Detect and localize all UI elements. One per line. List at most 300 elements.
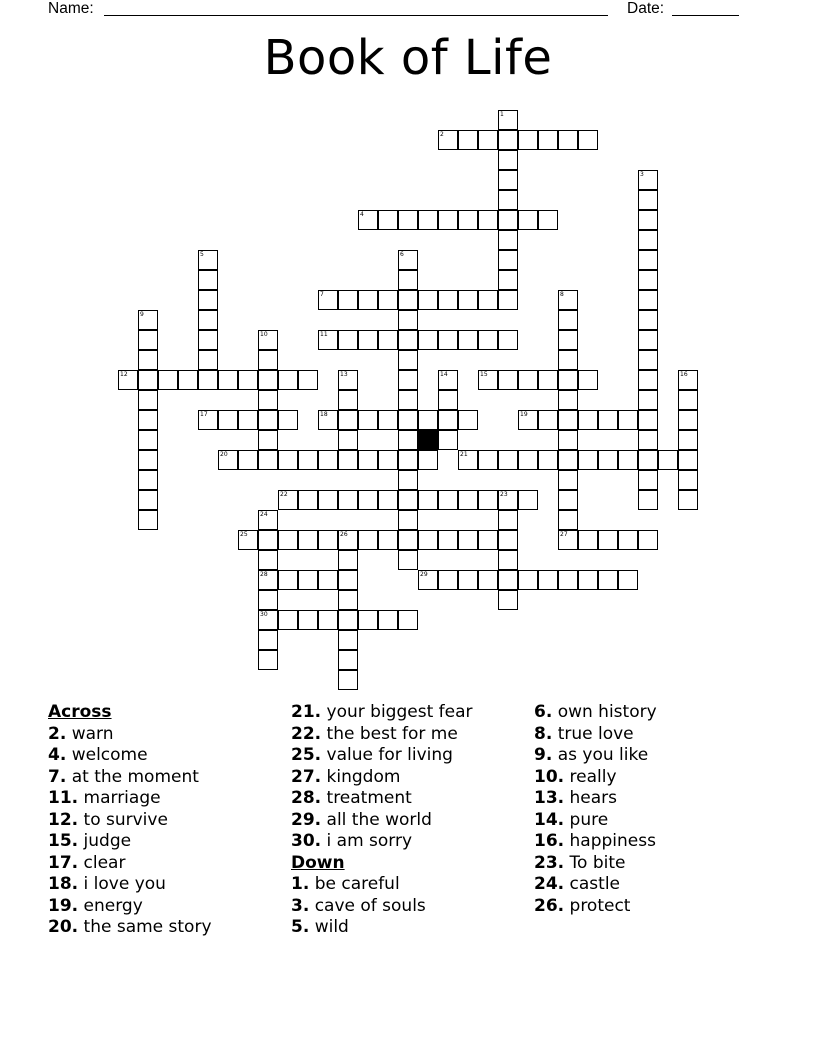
grid-cell[interactable] [318, 330, 338, 350]
grid-cell[interactable] [498, 110, 518, 130]
clue-item [291, 702, 473, 724]
grid-cell[interactable] [638, 290, 658, 310]
grid-cell[interactable] [138, 410, 158, 430]
grid-cell[interactable] [398, 510, 418, 530]
grid-cell[interactable] [258, 370, 278, 390]
grid-cell[interactable] [618, 450, 638, 470]
clue-text: welcome [66, 745, 148, 765]
grid-cell[interactable] [478, 570, 498, 590]
date-field-line[interactable] [672, 15, 739, 16]
grid-cell[interactable] [218, 370, 238, 390]
grid-cell[interactable] [558, 290, 578, 310]
grid-cell[interactable] [138, 370, 158, 390]
grid-cell[interactable] [478, 530, 498, 550]
grid-cell[interactable] [398, 270, 418, 290]
grid-cell[interactable] [678, 410, 698, 430]
clue-number: 13. [534, 788, 565, 808]
grid-cell[interactable] [678, 430, 698, 450]
grid-cell[interactable] [398, 330, 418, 350]
grid-cell[interactable] [638, 410, 658, 430]
clue-item [291, 896, 473, 918]
clue-text: i am sorry [321, 831, 413, 851]
cell-number: 3 [640, 171, 644, 178]
grid-cell[interactable] [498, 210, 518, 230]
grid-cell[interactable] [378, 490, 398, 510]
grid-cell[interactable] [518, 410, 538, 430]
grid-cell[interactable] [478, 330, 498, 350]
grid-cell[interactable] [558, 490, 578, 510]
grid-cell[interactable] [438, 430, 458, 450]
grid-cell[interactable] [338, 370, 358, 390]
clue-text: treatment [321, 788, 412, 808]
grid-cell[interactable] [398, 310, 418, 330]
grid-cell[interactable] [478, 490, 498, 510]
clue-text: value for living [321, 745, 453, 765]
grid-cell[interactable] [378, 290, 398, 310]
grid-cell[interactable] [238, 410, 258, 430]
clue-item [48, 874, 212, 896]
grid-cell[interactable] [558, 390, 578, 410]
grid-cell[interactable] [358, 330, 378, 350]
grid-cell[interactable] [298, 570, 318, 590]
grid-cell[interactable] [138, 390, 158, 410]
grid-cell[interactable] [558, 370, 578, 390]
grid-cell[interactable] [518, 130, 538, 150]
grid-cell[interactable] [618, 570, 638, 590]
clue-item [48, 767, 212, 789]
cell-number: 2 [440, 131, 444, 138]
grid-cell[interactable] [398, 470, 418, 490]
grid-cell[interactable] [678, 470, 698, 490]
grid-cell[interactable] [618, 530, 638, 550]
grid-cell[interactable] [398, 210, 418, 230]
grid-cell[interactable] [318, 490, 338, 510]
grid-cell[interactable] [138, 510, 158, 530]
grid-cell[interactable] [578, 450, 598, 470]
grid-cell[interactable] [218, 450, 238, 470]
grid-cell[interactable] [498, 130, 518, 150]
grid-cell[interactable] [258, 430, 278, 450]
grid-cell[interactable] [338, 670, 358, 690]
cell-number: 23 [500, 491, 508, 498]
grid-cell[interactable] [298, 370, 318, 390]
grid-cell[interactable] [638, 310, 658, 330]
grid-cell[interactable] [258, 590, 278, 610]
grid-cell[interactable] [638, 190, 658, 210]
grid-cell[interactable] [678, 390, 698, 410]
grid-cell[interactable] [358, 210, 378, 230]
clue-text: clear [78, 852, 126, 873]
grid-cell[interactable] [478, 210, 498, 230]
grid-cell[interactable] [638, 350, 658, 370]
grid-cell[interactable] [498, 530, 518, 550]
grid-cell[interactable] [498, 590, 518, 610]
grid-cell[interactable] [418, 330, 438, 350]
grid-cell[interactable] [638, 450, 658, 470]
grid-cell[interactable] [338, 630, 358, 650]
grid-cell[interactable] [538, 570, 558, 590]
grid-cell[interactable] [578, 570, 598, 590]
grid-cell[interactable] [338, 490, 358, 510]
grid-cell[interactable] [438, 370, 458, 390]
cell-number: 15 [480, 371, 488, 378]
clue-item [534, 831, 657, 853]
grid-cell[interactable] [638, 230, 658, 250]
grid-cell[interactable] [238, 370, 258, 390]
cell-number: 7 [320, 291, 324, 298]
grid-cell[interactable] [258, 330, 278, 350]
grid-cell[interactable] [638, 470, 658, 490]
grid-cell[interactable] [218, 410, 238, 430]
grid-cell[interactable] [598, 410, 618, 430]
clue-item [534, 724, 657, 746]
grid-cell[interactable] [298, 490, 318, 510]
grid-cell[interactable] [258, 410, 278, 430]
grid-cell[interactable] [418, 290, 438, 310]
grid-cell[interactable] [358, 410, 378, 430]
grid-cell[interactable] [278, 490, 298, 510]
grid-cell[interactable] [258, 570, 278, 590]
grid-cell[interactable] [498, 150, 518, 170]
grid-cell[interactable] [658, 450, 678, 470]
grid-cell[interactable] [558, 510, 578, 530]
grid-cell[interactable] [498, 490, 518, 510]
grid-cell[interactable] [138, 310, 158, 330]
grid-cell[interactable] [238, 530, 258, 550]
grid-cell[interactable] [458, 450, 478, 470]
grid-cell[interactable] [398, 290, 418, 310]
grid-cell[interactable] [338, 410, 358, 430]
clue-item [534, 810, 657, 832]
blocked-cell [418, 430, 438, 450]
grid-cell[interactable] [318, 610, 338, 630]
grid-cell[interactable] [458, 330, 478, 350]
grid-cell[interactable] [338, 290, 358, 310]
grid-cell[interactable] [338, 550, 358, 570]
grid-cell[interactable] [318, 570, 338, 590]
grid-cell[interactable] [398, 390, 418, 410]
grid-cell[interactable] [258, 450, 278, 470]
grid-cell[interactable] [678, 490, 698, 510]
grid-cell[interactable] [518, 450, 538, 470]
date-label: Date: [627, 0, 665, 17]
grid-cell[interactable] [678, 450, 698, 470]
clue-number: 20. [48, 917, 79, 937]
grid-cell[interactable] [438, 570, 458, 590]
grid-cell[interactable] [298, 530, 318, 550]
clue-text: your biggest fear [321, 702, 473, 722]
grid-cell[interactable] [338, 450, 358, 470]
grid-cell[interactable] [338, 650, 358, 670]
grid-cell[interactable] [458, 410, 478, 430]
grid-cell[interactable] [558, 570, 578, 590]
grid-cell[interactable] [238, 450, 258, 470]
grid-cell[interactable] [198, 290, 218, 310]
clues-column-3 [534, 702, 657, 917]
grid-cell[interactable] [398, 530, 418, 550]
grid-cell[interactable] [358, 490, 378, 510]
puzzle-title: Book of Life [263, 30, 553, 86]
grid-cell[interactable] [398, 370, 418, 390]
clue-number: 2. [48, 723, 67, 744]
grid-cell[interactable] [138, 450, 158, 470]
grid-cell[interactable] [378, 210, 398, 230]
grid-cell[interactable] [638, 490, 658, 510]
grid-cell[interactable] [558, 410, 578, 430]
grid-cell[interactable] [638, 390, 658, 410]
grid-cell[interactable] [558, 430, 578, 450]
grid-cell[interactable] [538, 410, 558, 430]
grid-cell[interactable] [198, 310, 218, 330]
grid-cell[interactable] [438, 130, 458, 150]
clue-item [48, 831, 212, 853]
grid-cell[interactable] [338, 570, 358, 590]
grid-cell[interactable] [438, 290, 458, 310]
grid-cell[interactable] [558, 450, 578, 470]
clue-text: to survive [78, 809, 168, 830]
grid-cell[interactable] [338, 330, 358, 350]
grid-cell[interactable] [138, 330, 158, 350]
grid-cell[interactable] [498, 370, 518, 390]
grid-cell[interactable] [298, 450, 318, 470]
grid-cell[interactable] [538, 370, 558, 390]
clue-item [534, 788, 657, 810]
grid-cell[interactable] [638, 430, 658, 450]
clue-text: pure [564, 809, 609, 830]
cell-number: 29 [420, 571, 428, 578]
clue-number: 14. [534, 809, 565, 830]
grid-cell[interactable] [578, 130, 598, 150]
grid-cell[interactable] [398, 410, 418, 430]
grid-cell[interactable] [498, 330, 518, 350]
grid-cell[interactable] [338, 590, 358, 610]
cell-number: 6 [400, 251, 404, 258]
grid-cell[interactable] [598, 570, 618, 590]
grid-cell[interactable] [498, 170, 518, 190]
grid-cell[interactable] [358, 610, 378, 630]
grid-cell[interactable] [458, 290, 478, 310]
grid-cell[interactable] [278, 450, 298, 470]
grid-cell[interactable] [518, 370, 538, 390]
grid-cell[interactable] [478, 450, 498, 470]
clue-text: kingdom [321, 766, 401, 787]
grid-cell[interactable] [638, 370, 658, 390]
grid-cell[interactable] [398, 550, 418, 570]
grid-cell[interactable] [418, 410, 438, 430]
grid-cell[interactable] [338, 390, 358, 410]
grid-cell[interactable] [418, 530, 438, 550]
grid-cell[interactable] [258, 650, 278, 670]
clues-column-2 [291, 702, 473, 939]
grid-cell[interactable] [278, 410, 298, 430]
grid-cell[interactable] [438, 390, 458, 410]
grid-cell[interactable] [138, 430, 158, 450]
grid-cell[interactable] [258, 350, 278, 370]
grid-cell[interactable] [498, 230, 518, 250]
grid-cell[interactable] [458, 210, 478, 230]
grid-cell[interactable] [398, 350, 418, 370]
grid-cell[interactable] [478, 370, 498, 390]
grid-cell[interactable] [518, 570, 538, 590]
clue-text: protect [564, 895, 631, 916]
grid-cell[interactable] [498, 190, 518, 210]
grid-cell[interactable] [518, 490, 538, 510]
grid-cell[interactable] [478, 290, 498, 310]
grid-cell[interactable] [458, 490, 478, 510]
grid-cell[interactable] [278, 570, 298, 590]
grid-cell[interactable] [318, 290, 338, 310]
grid-cell[interactable] [598, 450, 618, 470]
grid-cell[interactable] [258, 550, 278, 570]
cell-number: 14 [440, 371, 448, 378]
grid-cell[interactable] [498, 570, 518, 590]
grid-cell[interactable] [358, 530, 378, 550]
grid-cell[interactable] [578, 530, 598, 550]
grid-cell[interactable] [438, 330, 458, 350]
grid-cell[interactable] [358, 450, 378, 470]
grid-cell[interactable] [438, 530, 458, 550]
grid-cell[interactable] [638, 270, 658, 290]
clue-text: the best for me [321, 723, 458, 744]
grid-cell[interactable] [338, 430, 358, 450]
grid-cell[interactable] [138, 490, 158, 510]
grid-cell[interactable] [198, 330, 218, 350]
grid-cell[interactable] [538, 450, 558, 470]
grid-cell[interactable] [258, 610, 278, 630]
grid-cell[interactable] [538, 210, 558, 230]
clue-text: true love [552, 723, 634, 744]
grid-cell[interactable] [638, 330, 658, 350]
grid-cell[interactable] [498, 270, 518, 290]
clue-text: the same story [78, 917, 212, 937]
grid-cell[interactable] [258, 530, 278, 550]
grid-cell[interactable] [498, 250, 518, 270]
grid-cell[interactable] [618, 410, 638, 430]
grid-cell[interactable] [278, 370, 298, 390]
grid-cell[interactable] [378, 450, 398, 470]
grid-cell[interactable] [258, 510, 278, 530]
grid-cell[interactable] [338, 610, 358, 630]
grid-cell[interactable] [178, 370, 198, 390]
grid-cell[interactable] [398, 430, 418, 450]
grid-cell[interactable] [558, 470, 578, 490]
grid-cell[interactable] [318, 530, 338, 550]
grid-cell[interactable] [358, 290, 378, 310]
grid-cell[interactable] [438, 490, 458, 510]
clue-number: 6. [534, 702, 553, 722]
grid-cell[interactable] [118, 370, 138, 390]
grid-cell[interactable] [198, 350, 218, 370]
grid-cell[interactable] [398, 250, 418, 270]
grid-cell[interactable] [418, 210, 438, 230]
grid-cell[interactable] [378, 410, 398, 430]
grid-cell[interactable] [518, 210, 538, 230]
clue-item [291, 810, 473, 832]
grid-cell[interactable] [378, 330, 398, 350]
grid-cell[interactable] [638, 170, 658, 190]
clue-number: 25. [291, 745, 322, 765]
grid-cell[interactable] [198, 270, 218, 290]
grid-cell[interactable] [578, 410, 598, 430]
grid-cell[interactable] [278, 610, 298, 630]
grid-cell[interactable] [498, 550, 518, 570]
grid-cell[interactable] [578, 370, 598, 390]
clue-number: 19. [48, 895, 79, 916]
grid-cell[interactable] [418, 450, 438, 470]
cell-number: 11 [320, 331, 328, 338]
name-field-line[interactable] [104, 15, 608, 16]
cell-number: 16 [680, 371, 688, 378]
grid-cell[interactable] [398, 610, 418, 630]
grid-cell[interactable] [498, 510, 518, 530]
grid-cell[interactable] [378, 610, 398, 630]
grid-cell[interactable] [398, 490, 418, 510]
grid-cell[interactable] [158, 370, 178, 390]
cell-number: 22 [280, 491, 288, 498]
grid-cell[interactable] [398, 450, 418, 470]
clue-number: 3. [291, 895, 310, 916]
grid-cell[interactable] [418, 570, 438, 590]
grid-cell[interactable] [318, 410, 338, 430]
grid-cell[interactable] [498, 450, 518, 470]
grid-cell[interactable] [458, 530, 478, 550]
grid-cell[interactable] [678, 370, 698, 390]
grid-cell[interactable] [558, 310, 578, 330]
clue-number: 11. [48, 788, 79, 808]
grid-cell[interactable] [538, 130, 558, 150]
grid-cell[interactable] [498, 290, 518, 310]
clue-item [534, 874, 657, 896]
grid-cell[interactable] [298, 610, 318, 630]
grid-cell[interactable] [278, 530, 298, 550]
clue-text: happiness [564, 831, 656, 851]
grid-cell[interactable] [478, 130, 498, 150]
cell-number: 24 [260, 511, 268, 518]
grid-cell[interactable] [198, 410, 218, 430]
grid-cell[interactable] [198, 370, 218, 390]
grid-cell[interactable] [558, 350, 578, 370]
cell-number: 20 [220, 451, 228, 458]
grid-cell[interactable] [138, 470, 158, 490]
grid-cell[interactable] [318, 450, 338, 470]
grid-cell[interactable] [198, 250, 218, 270]
grid-cell[interactable] [438, 210, 458, 230]
cell-number: 13 [340, 371, 348, 378]
grid-cell[interactable] [458, 130, 478, 150]
grid-cell[interactable] [558, 130, 578, 150]
grid-cell[interactable] [638, 250, 658, 270]
clue-number: 4. [48, 745, 67, 765]
grid-cell[interactable] [638, 530, 658, 550]
grid-cell[interactable] [458, 570, 478, 590]
grid-cell[interactable] [438, 410, 458, 430]
grid-cell[interactable] [258, 630, 278, 650]
clue-number: 30. [291, 831, 322, 851]
clue-number: 29. [291, 809, 322, 830]
grid-cell[interactable] [558, 330, 578, 350]
grid-cell[interactable] [378, 530, 398, 550]
clue-item [48, 810, 212, 832]
clue-number: 12. [48, 809, 79, 830]
grid-cell[interactable] [338, 530, 358, 550]
grid-cell[interactable] [598, 530, 618, 550]
grid-cell[interactable] [418, 490, 438, 510]
clue-item [534, 702, 657, 724]
grid-cell[interactable] [558, 530, 578, 550]
grid-cell[interactable] [138, 350, 158, 370]
grid-cell[interactable] [258, 390, 278, 410]
grid-cell[interactable] [638, 210, 658, 230]
